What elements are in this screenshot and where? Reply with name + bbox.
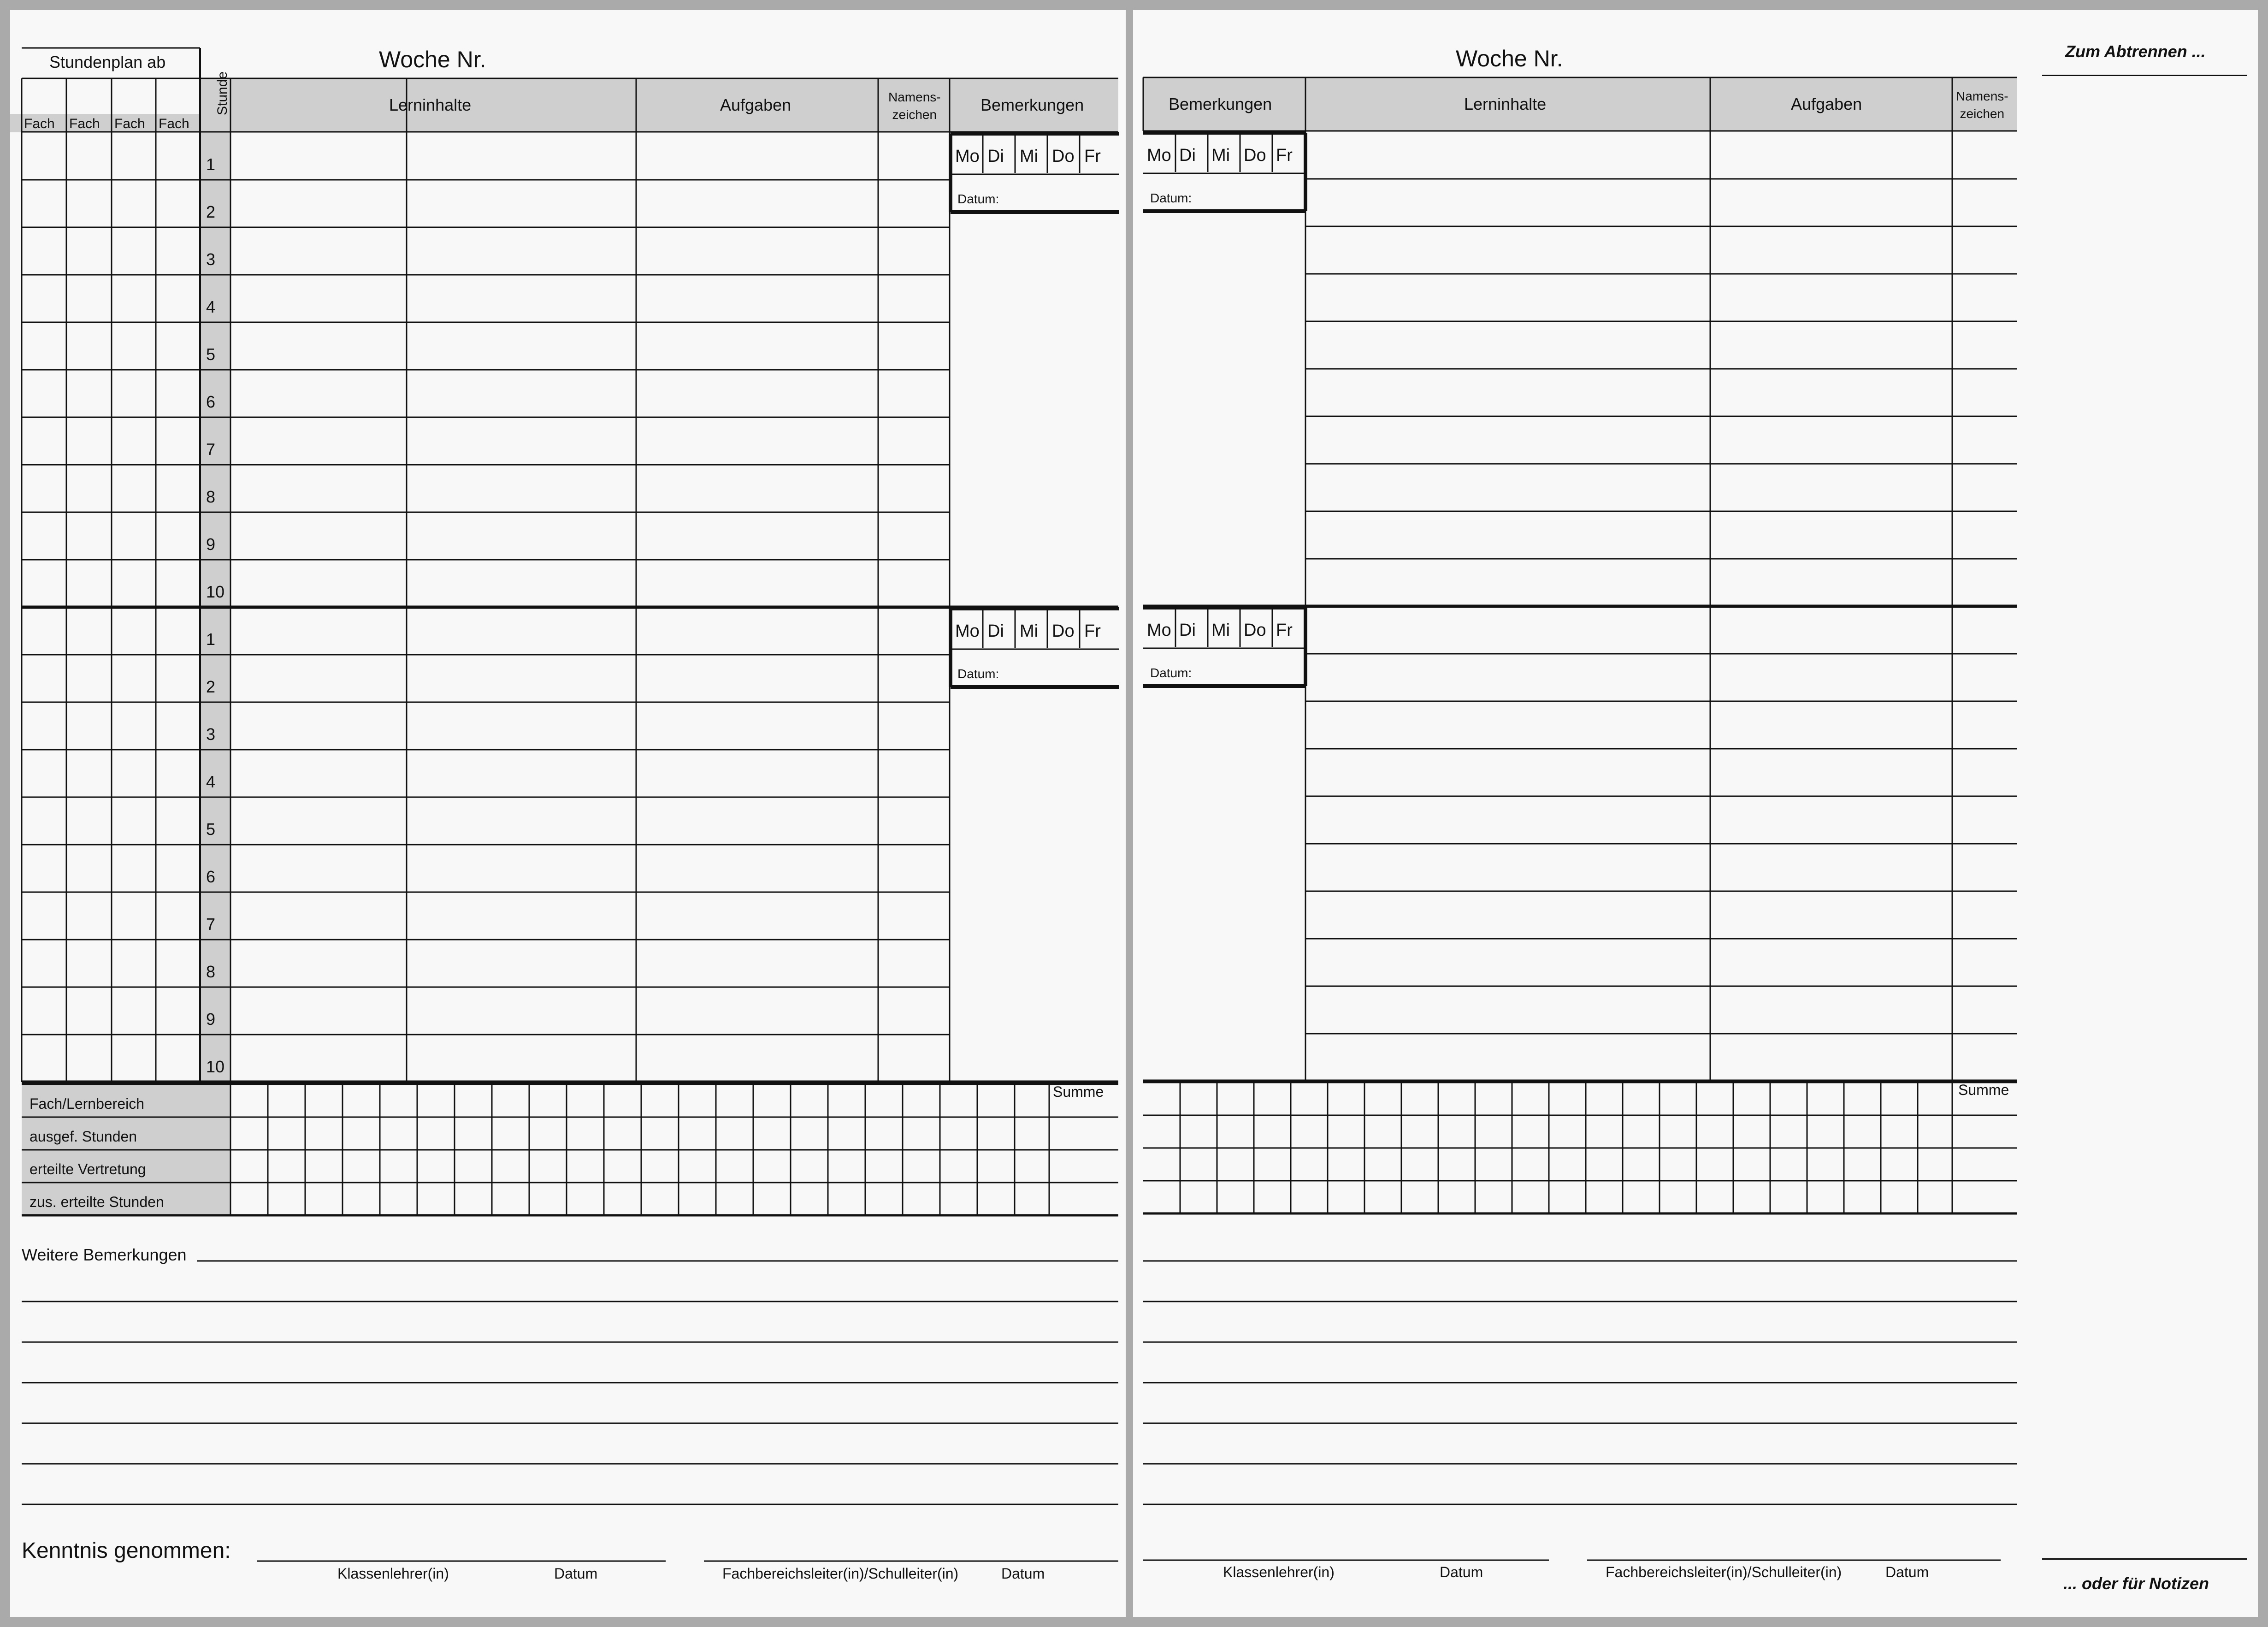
lesson-number-10: 10: [206, 582, 225, 601]
lesson-number-10: 10: [206, 1057, 225, 1076]
fach-label: Fach: [24, 116, 55, 131]
sig-datum-2: Datum: [1001, 1565, 1045, 1582]
day-do-checkbox-right: Do: [1244, 621, 1266, 640]
column-lerninhalte: Lerninhalte: [389, 95, 472, 114]
day-fr-checkbox-right: Fr: [1276, 146, 1293, 165]
fach-label: Fach: [114, 116, 145, 131]
day-fr-checkbox-right: Fr: [1276, 621, 1293, 640]
sig-klassenlehrer-right: Klassenlehrer(in): [1223, 1564, 1335, 1580]
week-title: Woche Nr.: [379, 47, 486, 72]
sig-datum-2-right: Datum: [1885, 1564, 1929, 1580]
lesson-number-8: 8: [206, 962, 216, 981]
day-mo-checkbox: Mo: [955, 147, 980, 166]
weitere-bemerkungen-label: Weitere Bemerkungen: [22, 1245, 187, 1264]
lesson-number-2: 2: [206, 202, 216, 221]
day-fr-checkbox: Fr: [1084, 147, 1101, 166]
datum-label: Datum:: [957, 192, 999, 206]
datum-label: Datum:: [957, 667, 999, 681]
lesson-number-7: 7: [206, 915, 216, 934]
sig-fachbereich: Fachbereichsleiter(in)/Schulleiter(in): [722, 1565, 959, 1582]
sig-datum-1: Datum: [554, 1565, 598, 1582]
day-di-checkbox-right: Di: [1179, 621, 1196, 640]
lesson-number-8: 8: [206, 487, 216, 506]
day-di-checkbox-right: Di: [1179, 146, 1196, 165]
column-aufgaben-right: Aufgaben: [1791, 95, 1862, 113]
day-fr-checkbox: Fr: [1084, 621, 1101, 641]
summe-label: Summe: [1053, 1083, 1104, 1100]
lesson-number-1: 1: [206, 155, 216, 174]
day-do-checkbox: Do: [1052, 621, 1075, 641]
right-planner-page: [1133, 10, 2258, 1617]
datum-label-right: Datum:: [1150, 666, 1192, 680]
day-mi-checkbox: Mi: [1020, 621, 1039, 641]
day-mi-checkbox-right: Mi: [1211, 146, 1230, 165]
stunde-label: Stunde: [215, 71, 230, 115]
lesson-number-4: 4: [206, 297, 216, 316]
lesson-number-7: 7: [206, 440, 216, 459]
day-mo-checkbox-right: Mo: [1147, 146, 1171, 165]
summary-row-label: Fach/Lernbereich: [30, 1095, 145, 1112]
week-title-right: Woche Nr.: [1456, 46, 1563, 71]
lesson-number-3: 3: [206, 250, 216, 269]
tearoff-top-label: Zum Abtrennen ...: [2065, 42, 2206, 61]
lesson-number-1: 1: [206, 630, 216, 649]
day-mo-checkbox-right: Mo: [1147, 621, 1171, 640]
left-planner-page: [10, 10, 1126, 1617]
sig-klassenlehrer: Klassenlehrer(in): [337, 1565, 449, 1582]
tearoff-bottom-label: ... oder für Notizen: [2063, 1574, 2209, 1593]
fach-label: Fach: [159, 116, 189, 131]
lesson-number-9: 9: [206, 1010, 216, 1029]
fach-label: Fach: [69, 116, 100, 131]
lesson-number-6: 6: [206, 867, 216, 886]
kenntnis-label: Kenntnis genommen:: [22, 1538, 231, 1563]
column-bemerkungen: Bemerkungen: [980, 95, 1084, 114]
column-aufgaben: Aufgaben: [720, 95, 791, 114]
lesson-number-6: 6: [206, 392, 216, 411]
summary-row-label: ausgef. Stunden: [30, 1128, 137, 1145]
left-page-lines: [10, 10, 1126, 1617]
tearoff-bottom-rule: [2042, 1558, 2247, 1560]
day-do-checkbox: Do: [1052, 147, 1075, 166]
column-namenszeichen: Namens- zeichen: [888, 90, 941, 122]
right-page-lines: [1133, 10, 2258, 1617]
summary-row-label: erteilte Vertretung: [30, 1161, 146, 1177]
column-lerninhalte-right: Lerninhalte: [1464, 95, 1547, 113]
sig-fachbereich-right: Fachbereichsleiter(in)/Schulleiter(in): [1606, 1564, 1842, 1580]
day-mi-checkbox: Mi: [1020, 147, 1039, 166]
day-do-checkbox-right: Do: [1244, 146, 1266, 165]
lesson-number-9: 9: [206, 535, 216, 554]
lesson-number-5: 5: [206, 345, 216, 364]
day-mi-checkbox-right: Mi: [1211, 621, 1230, 640]
datum-label-right: Datum:: [1150, 191, 1192, 205]
lesson-number-5: 5: [206, 820, 216, 839]
lesson-number-2: 2: [206, 677, 216, 696]
summary-row-label: zus. erteilte Stunden: [30, 1194, 164, 1210]
sig-datum-1-right: Datum: [1440, 1564, 1483, 1580]
day-di-checkbox: Di: [987, 147, 1004, 166]
day-di-checkbox: Di: [987, 621, 1004, 641]
header-cell: [230, 78, 407, 132]
stundenplan-label: Stundenplan ab: [49, 53, 166, 71]
column-bemerkungen-right: Bemerkungen: [1169, 95, 1272, 113]
lesson-number-4: 4: [206, 772, 216, 791]
lesson-number-3: 3: [206, 725, 216, 744]
summe-label-right: Summe: [1958, 1082, 2009, 1098]
day-mo-checkbox: Mo: [955, 621, 980, 641]
column-namenszeichen-right: Namens- zeichen: [1956, 89, 2008, 121]
tearoff-top-rule: [2042, 75, 2247, 76]
